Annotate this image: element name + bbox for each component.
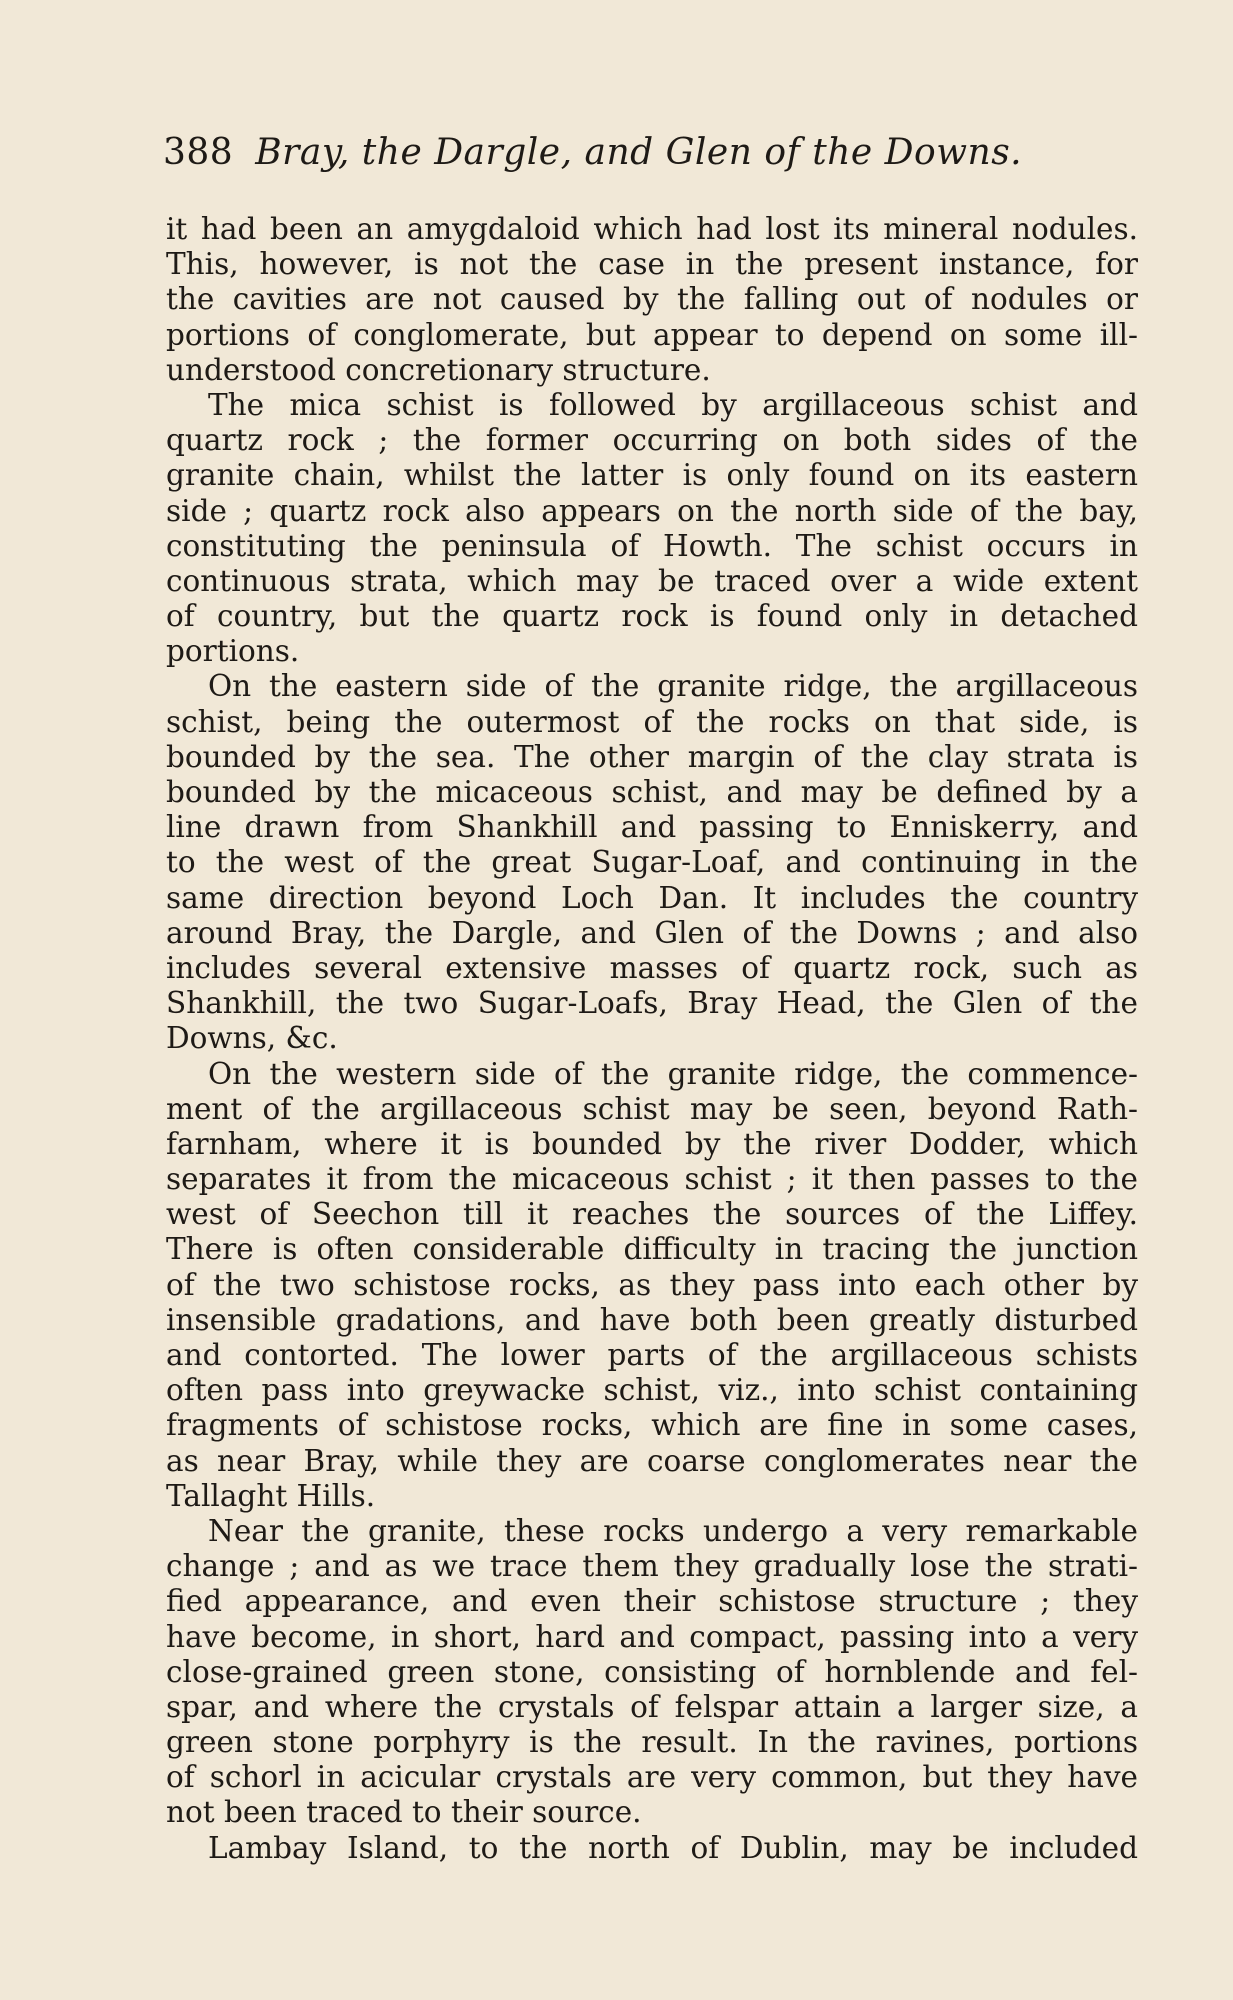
text-line: On the western side of the granite ridge, the commence-	[208, 1056, 1138, 1091]
text-line: Tallaght Hills.	[166, 1478, 376, 1513]
text-line: as near Bray, while they are coarse conglomerates near the	[166, 1443, 1138, 1478]
text-line: farnham, where it is bounded by the river Dodder, which	[166, 1126, 1138, 1161]
text-line: continuous strata, which may be traced over a wide extent	[166, 563, 1138, 598]
text-line: insensible gradations, and have both been greatly disturbed	[166, 1302, 1138, 1337]
text-line: quartz rock ; the former occurring on both sides of the	[166, 423, 1138, 458]
text-line: not been traced to their source.	[166, 1795, 642, 1830]
page-header	[163, 128, 1043, 178]
text-line: schist, being the outermost of the rocks on that side, is	[166, 704, 1138, 739]
text-line: of country, but the quartz rock is found only in detached	[166, 599, 1138, 634]
text-line: fragments of schistose rocks, which are fine in some cases,	[166, 1408, 1138, 1443]
text-line: bounded by the micaceous schist, and may be defined by a	[166, 775, 1138, 809]
text-line: granite chain, whilst the latter is only found on its eastern	[166, 458, 1138, 493]
text-line: to the west of the great Sugar-Loaf, and continuing in the	[166, 845, 1138, 880]
text-line: it had been an amygdaloid which had lost its mineral nodules.	[166, 212, 1138, 246]
text-line: bounded by the sea. The other margin of the clay strata is	[166, 739, 1138, 774]
text-line: side ; quartz rock also appears on the north side of the bay,	[166, 493, 1138, 528]
text-line: line drawn from Shankhill and passing to Enniskerry, and	[166, 810, 1138, 845]
text-line: west of Seechon till it reaches the sources of the Liffey.	[166, 1197, 1138, 1232]
text-line: includes several extensive masses of quartz rock, such as	[166, 950, 1138, 985]
text-line: close-grained green stone, consisting of hornblende and fel-	[166, 1654, 1138, 1689]
text-line: fied appearance, and even their schistose structure ; they	[166, 1584, 1138, 1619]
text-line: Near the granite, these rocks undergo a very remarkable	[208, 1513, 1138, 1548]
text-line: green stone porphyry is the result. In the ravines, portions	[166, 1725, 1138, 1760]
text-line: separates it from the micaceous schist ; it then passes to the	[166, 1162, 1138, 1197]
text-line: On the eastern side of the granite ridge, the argillaceous	[208, 669, 1138, 704]
text-line: of schorl in acicular crystals are very common, but they have	[166, 1760, 1138, 1795]
body-text	[166, 212, 1138, 1866]
text-line: of the two schistose rocks, as they pass into each other by	[166, 1267, 1138, 1302]
text-line: same direction beyond Loch Dan. It includes the country	[166, 880, 1138, 915]
text-line: spar, and where the crystals of felspar attain a larger size, a	[166, 1689, 1138, 1724]
text-line: have become, in short, hard and compact, passing into a very	[166, 1619, 1138, 1654]
text-line: portions of conglomerate, but appear to depend on some ill-	[166, 317, 1138, 352]
page-number: 388	[163, 132, 234, 173]
text-line: often pass into greywacke schist, viz., into schist containing	[166, 1373, 1138, 1408]
text-line: and contorted. The lower parts of the argillaceous schists	[166, 1338, 1138, 1372]
text-line: portions.	[166, 634, 300, 669]
text-line: This, however, is not the case in the present instance, for	[166, 247, 1138, 282]
running-title: Bray, the Dargle, and Glen of the Downs.	[255, 132, 1023, 173]
text-line: change ; and as we trace them they gradually lose the strati-	[166, 1549, 1138, 1584]
text-line: The mica schist is followed by argillaceous schist and	[208, 387, 1138, 422]
text-line: Shankhill, the two Sugar-Loafs, Bray Head, the Glen of the	[166, 986, 1138, 1021]
text-line: ment of the argillaceous schist may be seen, beyond Rath-	[166, 1091, 1138, 1126]
text-line: understood concretionary structure.	[166, 352, 711, 387]
text-line: constituting the peninsula of Howth. The schist occurs in	[166, 528, 1138, 563]
text-line: Lambay Island, to the north of Dublin, may be included	[208, 1830, 1138, 1865]
text-line: around Bray, the Dargle, and Glen of the Downs ; and also	[166, 915, 1138, 950]
text-line: the cavities are not caused by the falling out of nodules or	[166, 282, 1138, 317]
text-line: Downs, &c.	[166, 1021, 338, 1056]
text-line: There is often considerable difficulty in tracing the junction	[166, 1232, 1138, 1267]
